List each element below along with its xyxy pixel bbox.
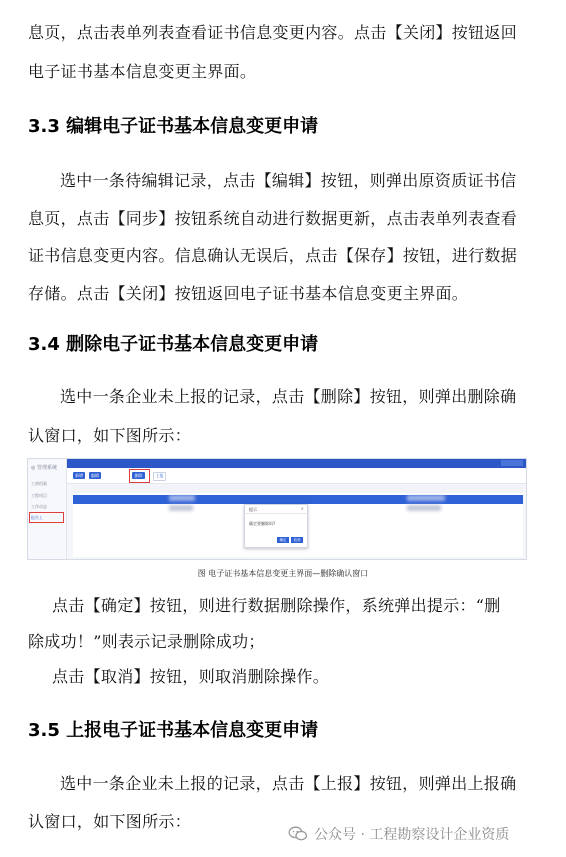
dialog-divider (245, 513, 307, 514)
delete-highlight-box (129, 469, 150, 483)
sidebar-highlight-box (29, 512, 64, 523)
screenshot-topbar (67, 459, 526, 468)
section-heading-3-3: 3.3 编辑电子证书基本信息变更申请 (28, 116, 319, 137)
section-heading-3-5: 3.5 上报电子证书基本信息变更申请 (28, 720, 319, 741)
close-icon: × (300, 506, 304, 511)
screenshot-main (67, 459, 526, 559)
paragraph-line: 认窗口，如下图所示： (28, 812, 192, 831)
dialog-title: 提示 (249, 507, 257, 512)
sidebar-item: 工商档案 (31, 481, 47, 486)
embedded-screenshot (27, 458, 527, 560)
paragraph-line: 点击【取消】按钮，则取消删除操作。 (52, 667, 330, 686)
paragraph-line: 除成功！”则表示记录删除成功； (28, 632, 265, 651)
paragraph-line: 证书信息变更内容。信息确认无误后，点击【保存】按钮，进行数据 (28, 246, 518, 265)
figure-caption: 图 电子证书基本信息变更主界面—删除确认窗口 (197, 569, 369, 578)
paragraph-line: 电子证书基本信息变更主界面。 (28, 62, 257, 81)
screenshot-logo: ◎ 管理系统 (31, 465, 57, 471)
delete-confirm-dialog (244, 504, 308, 548)
screenshot-toolbar (67, 468, 526, 484)
wechat-icon (288, 826, 308, 842)
paragraph-line: 点击【确定】按钮，则进行数据删除操作，系统弹出提示：“删 (52, 596, 501, 615)
paragraph-line: 存储。点击【关闭】按钮返回电子证书基本信息变更主界面。 (28, 284, 469, 303)
cancel-button: 取消 (291, 537, 303, 543)
confirm-button: 确定 (277, 537, 289, 543)
paragraph-line: 认窗口，如下图所示： (28, 426, 192, 445)
user-menu (501, 460, 523, 466)
screenshot-sidebar (28, 459, 67, 559)
paragraph-line: 选中一条企业未上报的记录，点击【删除】按钮，则弹出删除确 (60, 387, 517, 406)
sidebar-item-active: 报告上 (31, 515, 43, 520)
report-button: 上报 (153, 472, 166, 481)
watermark-text: 公众号 · 工程勘察设计企业资质 (314, 827, 510, 843)
dialog-message: 确定要删除吗? (249, 521, 276, 526)
table-header (73, 485, 523, 493)
edit-button: 编辑 (91, 473, 99, 478)
section-heading-3-4: 3.4 删除电子证书基本信息变更申请 (28, 334, 319, 355)
sidebar-item: 工程项目 (31, 493, 47, 498)
paragraph-line: 息页，点击【同步】按钮系统自动进行数据更新，点击表单列表查看 (28, 209, 518, 228)
table-row-selected (73, 495, 523, 504)
paragraph-line: 选中一条待编辑记录，点击【编辑】按钮，则弹出原资质证书信 (60, 171, 517, 190)
paragraph-line: 选中一条企业未上报的记录，点击【上报】按钮，则弹出上报确 (60, 774, 517, 793)
paragraph-line: 息页，点击表单列表查看证书信息变更内容。点击【关闭】按钮返回 (28, 23, 518, 42)
watermark (288, 822, 509, 846)
sidebar-item: 工作动态 (31, 504, 47, 509)
add-button: 新增 (75, 473, 83, 478)
delete-button: 删除 (132, 472, 145, 479)
